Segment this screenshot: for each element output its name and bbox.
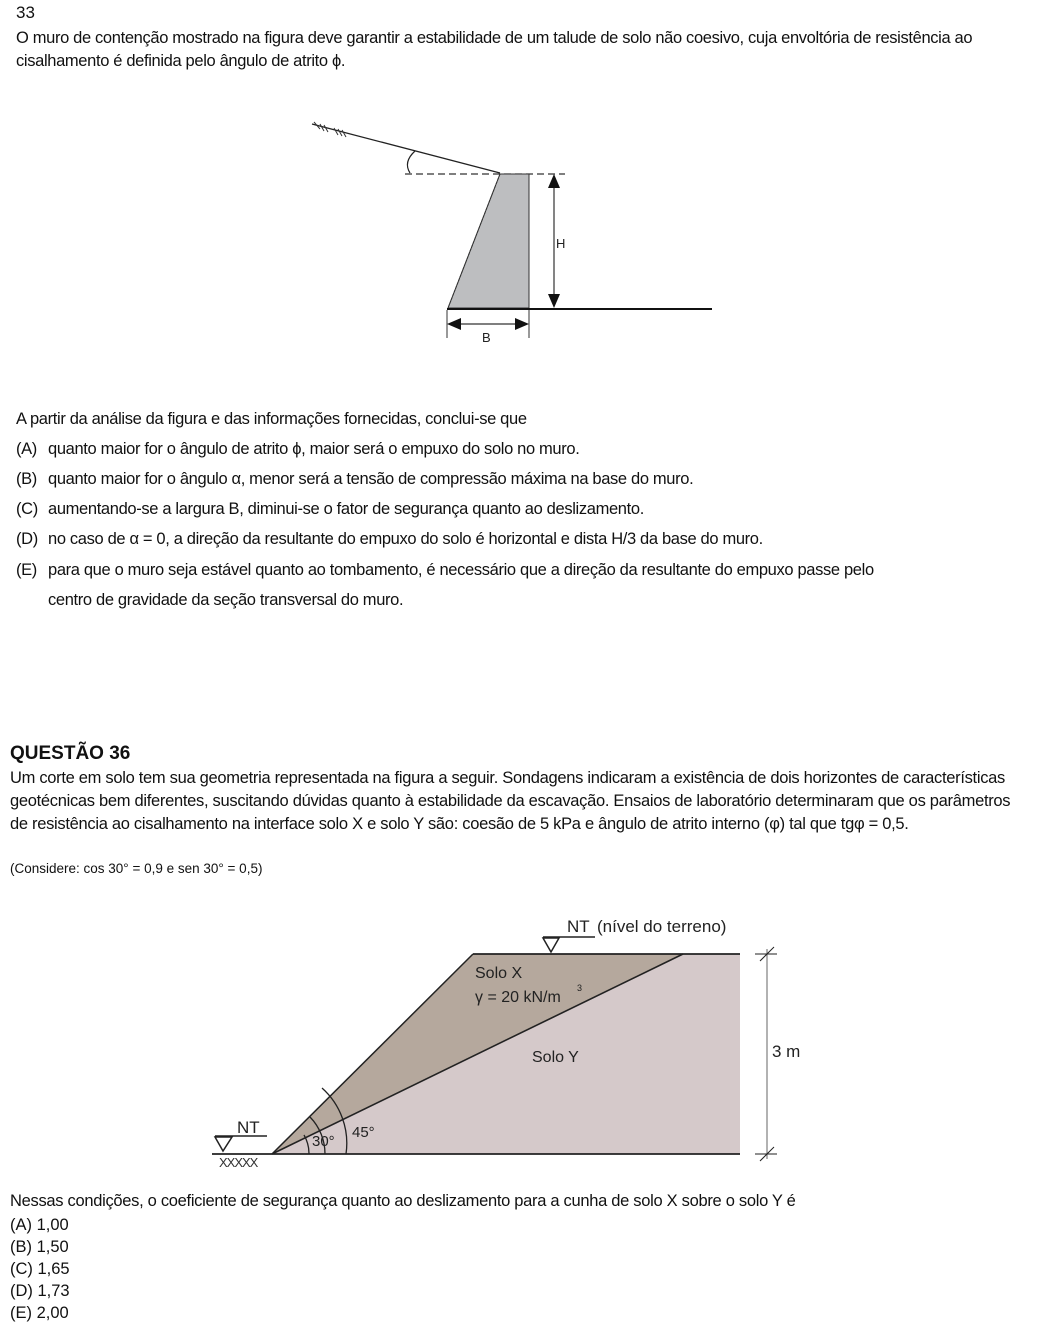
wall-section	[448, 174, 529, 308]
question-prompt: Nessas condições, o coeficiente de segurança quanto ao deslizamento para a cunha de solo X sobre o solo Y é	[10, 1192, 796, 1210]
nt-top-description: (nível do terreno)	[597, 917, 727, 936]
option-a[interactable]	[10, 1214, 69, 1236]
option-c[interactable]	[16, 494, 644, 524]
option-text: para que o muro seja estável quanto ao tombamento, é necessário que a direção da resultante do empuxo passe pelo	[48, 561, 874, 579]
option-label: (C)	[16, 500, 38, 518]
option-label: (A)	[16, 440, 37, 458]
question-statement: O muro de contenção mostrado na figura deve garantir a estabilidade de um talude de solo não coesivo, cuja envoltória de resistência ao cisalhamento é definida pelo ângulo de atrito ϕ.	[16, 29, 973, 70]
height-dimension-label: 3 m	[772, 1042, 801, 1061]
retaining-wall-figure	[290, 110, 730, 350]
option-text: 1,65	[37, 1260, 70, 1278]
nt-top-icon	[543, 938, 559, 952]
option-text: quanto maior for o ângulo α, menor será a tensão de compressão máxima na base do muro.	[48, 470, 694, 488]
option-c[interactable]	[10, 1258, 70, 1280]
option-label: (A)	[10, 1216, 32, 1234]
option-label: (D)	[10, 1282, 33, 1300]
option-label: (B)	[10, 1238, 32, 1256]
base-label: B	[482, 330, 491, 345]
angle-30-label: 30°	[312, 1133, 335, 1150]
nt-bottom-label: NT	[237, 1118, 260, 1137]
question-statement: Um corte em solo tem sua geometria representada na figura a seguir. Sondagens indicaram a existência de dois horizontes de características geotécnicas bem diferentes, suscitando dúvidas quanto à estabilidade da escavação. Ensaios de laboratório determinaram que os parâmetros de resistência ao cisalhamento na interface solo X e solo Y são: coesão de 5 kPa e ângulo de atrito interno (φ) tal que tgφ = 0,5.	[10, 769, 1011, 833]
angle-45-label: 45°	[352, 1124, 375, 1141]
ground-hatch: XXXXX	[219, 1155, 258, 1170]
nt-top-label: NT	[567, 917, 590, 936]
option-text: 1,50	[36, 1238, 69, 1256]
option-text: no caso de α = 0, a direção da resultante do empuxo do solo é horizontal e dista H/3 da base do muro.	[48, 530, 763, 548]
option-text: aumentando-se a largura B, diminui-se o fator de segurança quanto ao deslizamento.	[48, 500, 644, 518]
option-b[interactable]	[16, 464, 693, 494]
nt-bottom-icon	[215, 1137, 232, 1151]
question-note: (Considere: cos 30° = 0,9 e sen 30° = 0,5)	[10, 861, 263, 876]
option-label: (E)	[16, 561, 37, 579]
option-d[interactable]	[10, 1280, 70, 1302]
solo-y-label: Solo Y	[532, 1049, 579, 1066]
option-label: (E)	[10, 1304, 32, 1322]
gamma-label: γ = 20 kN/m	[475, 989, 561, 1006]
option-e-continuation: centro de gravidade da seção transversal do muro.	[48, 591, 404, 609]
option-text: 2,00	[36, 1304, 69, 1322]
option-e[interactable]	[10, 1302, 69, 1324]
option-d[interactable]	[16, 524, 763, 554]
question-title: QUESTÃO 36	[10, 743, 131, 764]
option-text: 1,00	[36, 1216, 69, 1234]
option-text: quanto maior for o ângulo de atrito ϕ, maior será o empuxo do solo no muro.	[48, 440, 580, 458]
option-a[interactable]	[16, 434, 579, 464]
option-label: (D)	[16, 530, 38, 548]
solo-x-label: Solo X	[475, 965, 523, 982]
option-label: (B)	[16, 470, 37, 488]
slope-cut-figure	[200, 905, 820, 1175]
height-label: H	[556, 236, 566, 251]
question-intro: A partir da análise da figura e das informações fornecidas, conclui-se que	[16, 410, 527, 428]
option-e[interactable]	[16, 555, 874, 585]
question-number: 33	[16, 3, 35, 22]
gamma-exponent: 3	[577, 983, 583, 993]
option-b[interactable]	[10, 1236, 69, 1258]
option-label: (C)	[10, 1260, 33, 1278]
option-text: 1,73	[37, 1282, 70, 1300]
